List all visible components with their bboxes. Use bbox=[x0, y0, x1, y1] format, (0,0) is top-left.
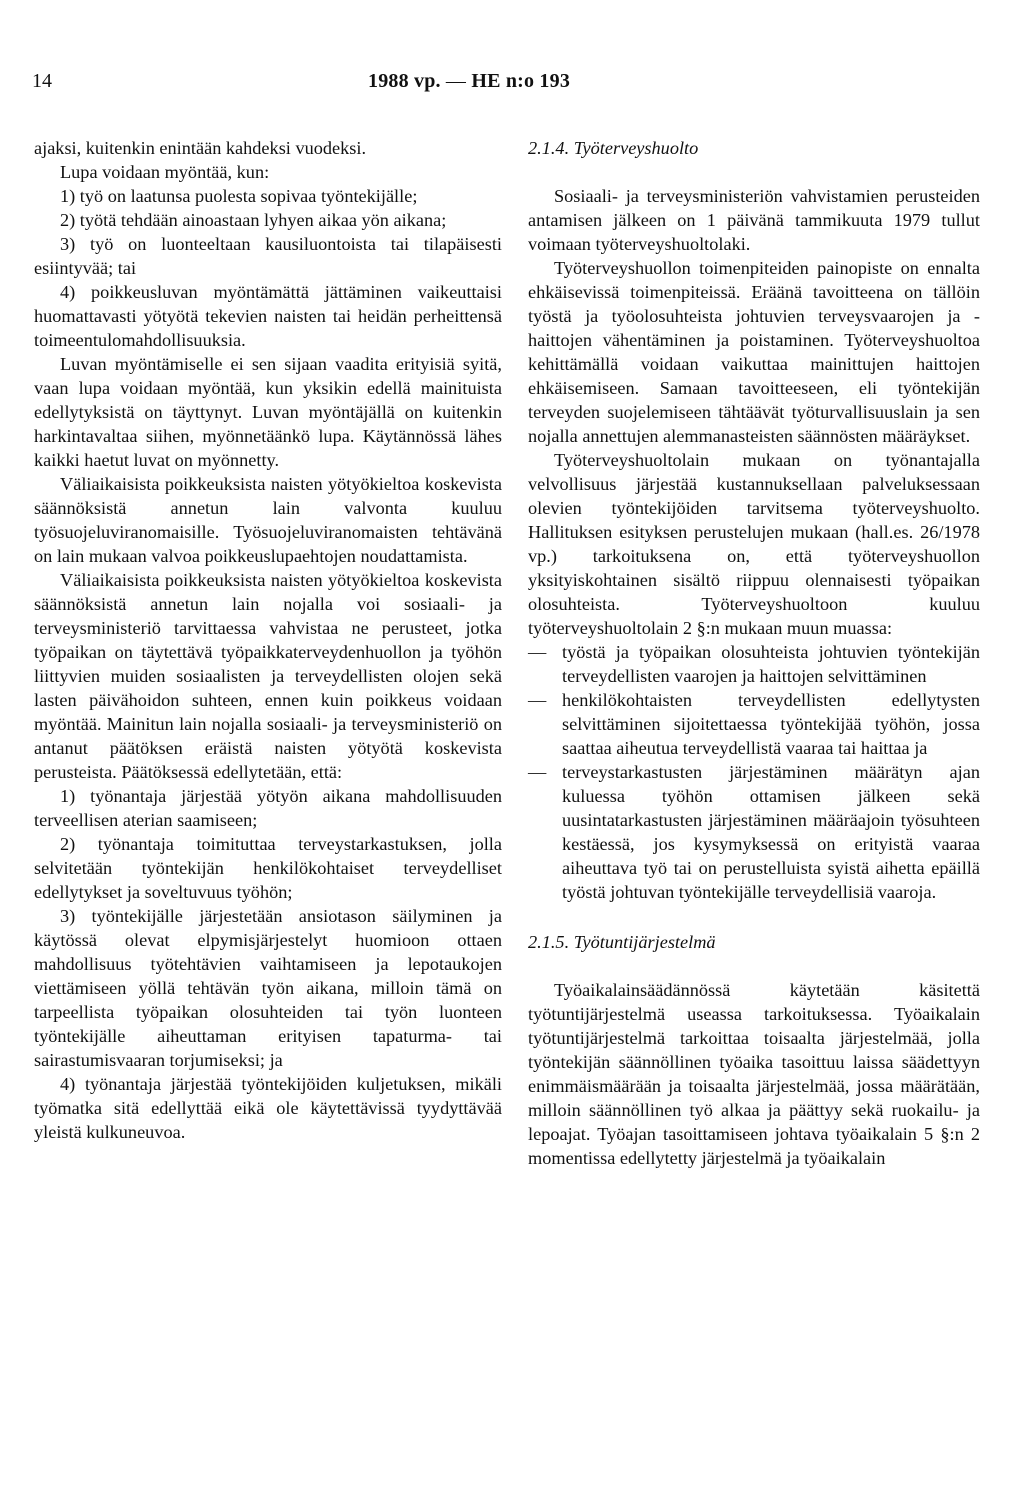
running-head-separator: — bbox=[440, 70, 472, 92]
list-item: — työstä ja työpaikan olosuhteista johtuvien työntekijän terveydellisten vaarojen ja haittojen selvittäminen bbox=[528, 640, 980, 688]
page-number: 14 bbox=[32, 70, 52, 92]
list-item: 4) työnantaja järjestää työntekijöiden kuljetuksen, mikäli työmatka sitä edellyttää eikä ole käytettävissä tyydyttävää yleistä kulkuneuvoa. bbox=[34, 1074, 502, 1142]
list-item: 1) työ on laatunsa puolesta sopivaa työntekijälle; bbox=[60, 186, 418, 206]
paragraph: Työaikalainsäädännössä käytetään käsitettä työtuntijärjestelmä useassa tarkoituksessa. Työaikalain työtuntijärjestelmä tarkoittaa toisaalta järjestelmää, jolla työntekijän säännöllinen työaika tasoittuu laissa säädettyyn enimmäismäärään ja toisaalta järjestelmää, jossa määrätään, milloin säännöllinen työ alkaa ja päättyy sekä ruokailu- ja lepoajat. Työajan tasoittamiseen johtava työaikalain 5 §:n 2 momentissa edellytetty järjestelmä ja työaikalain bbox=[528, 980, 980, 1168]
list-item: 4) poikkeusluvan myöntämättä jättäminen vaikeuttaisi huomattavasti yötyötä tekevien naisten tai heidän perheittensä toimeentulomahdollisuuksia. bbox=[34, 282, 502, 350]
paragraph: Väliaikaisista poikkeuksista naisten yötyökieltoa koskevista säännöksistä annetun lain nojalla voi sosiaali- ja terveysministeriö tarvittaessa vahvistaa ne perusteet, jotka työpaikan on täytettävä työpaikkaterveydenhuollon ja työhön liittyvien muiden sosiaalisten ja terveydellisten olojen sekä lasten päivähoidon suhteen, ennen kuin poikkeus voidaan myöntää. Mainitun lain nojalla sosiaali- ja terveysministeriö on antanut päätöksen eräistä naisten yötyötä koskevista perusteista. Päätöksessä edellytetään, että: bbox=[34, 570, 502, 782]
paragraph: Lupa voidaan myöntää, kun: bbox=[60, 162, 270, 182]
paragraph: Työterveyshuollon toimenpiteiden painopiste on ennalta ehkäisevissä toimenpiteissä. Eräänä tavoitteena on tällöin työstä ja työolosuhteista johtuvien terveysvaarojen ja -haittojen vähentäminen ja poistaminen. Työterveyshuoltoa kehittämällä voidaan vaikuttaa mainittujen haittojen ehkäisemiseen. Samaan tavoitteeseen, eli työntekijän terveyden suojelemiseen tähtäävät työturvallisuuslain ja sen nojalla annettujen alemmanasteisten säännösten määräykset. bbox=[528, 258, 980, 446]
page-header bbox=[0, 70, 1024, 100]
list-item: 2) työtä tehdään ainoastaan lyhyen aikaa yön aikana; bbox=[60, 210, 447, 230]
paragraph: Työterveyshuoltolain mukaan on työnantajalla velvollisuus järjestää kustannuksellaan palveluksessaan olevien työntekijöiden tarvitsema työterveyshuolto. Hallituksen esityksen perustelujen mukaan (hall.es. 26/1978 vp.) tarkoituksena on, että työterveyshuollon yksityiskohtainen sisältö riippuu olennaisesti työpaikan olosuhteista. Työterveyshuoltoon kuuluu työterveyshuoltolain 2 §:n mukaan muun muassa: bbox=[528, 450, 980, 638]
running-head-year: 1988 vp. bbox=[368, 70, 441, 92]
section-heading: 2.1.4. Työterveyshuolto bbox=[528, 138, 699, 158]
list-item: — henkilökohtaisten terveydellisten edellytysten selvittäminen sijoitettaessa työntekijää työhön, jossa saattaa aiheutua terveydellistä vaaraa tai haittaa ja bbox=[528, 688, 980, 760]
running-head bbox=[368, 70, 570, 93]
list-item: 3) työntekijälle järjestetään ansiotason säilyminen ja käytössä olevat elpymisjärjestelyt huomioon ottaen mahdollisuus työtehtävien vaihtamiseen ja lepotaukojen viettämiseen yöllä tehtävän työn aikana, milloin tämä on tarpeellista työpaikan olosuhteiden tai työn luonteen työntekijälle aiheuttaman erityisen tapaturma- tai sairastumisvaaran torjumiseksi; ja bbox=[34, 906, 502, 1070]
paragraph: Luvan myöntämiselle ei sen sijaan vaadita erityisiä syitä, vaan lupa voidaan myöntää, kun yksikin edellä mainituista edellytyksistä on täyttynyt. Luvan myöntäjällä on kuitenkin harkintavaltaa siihen, myönnetäänkö lupa. Käytännössä lähes kaikki haetut luvat on myönnetty. bbox=[34, 354, 502, 470]
list-item: 1) työnantaja järjestää yötyön aikana mahdollisuuden terveellisen aterian saamiseen; bbox=[34, 786, 502, 830]
dash-list bbox=[528, 640, 980, 904]
list-item: 3) työ on luonteeltaan kausiluontoista tai tilapäisesti esiintyvää; tai bbox=[34, 234, 502, 278]
paragraph: ajaksi, kuitenkin enintään kahdeksi vuodeksi. bbox=[34, 138, 367, 158]
list-item: — terveystarkastusten järjestäminen määrätyn ajan kuluessa työhön ottamisen jälkeen sekä uusintatarkastusten järjestäminen määräajoin työsuhteen kestäessä, jos kysymyksessä on erityistä vaaraa aiheuttava työ tai on perustelluista syistä aihetta epäillä työstä johtuvan työntekijälle terveydellisiä vaaroja. bbox=[528, 760, 980, 904]
paragraph: Väliaikaisista poikkeuksista naisten yötyökieltoa koskevista säännöksistä annetun lain valvonta kuuluu työsuojeluviranomaisille. Työsuojeluviranomaisten tehtävänä on lain mukaan valvoa poikkeuslupaehtojen noudattamista. bbox=[34, 474, 502, 566]
left-column bbox=[34, 136, 502, 1144]
running-head-document: HE n:o 193 bbox=[471, 70, 571, 92]
list-item: 2) työnantaja toimituttaa terveystarkastuksen, jolla selvitetään työntekijän henkilökohtaiset terveydelliset edellytykset ja soveltuvuus työhön; bbox=[34, 834, 502, 902]
paragraph: Sosiaali- ja terveysministeriön vahvistamien perusteiden antamisen jälkeen on 1 päivänä tammikuuta 1979 tullut voimaan työterveyshuoltolaki. bbox=[528, 186, 980, 254]
right-column bbox=[528, 136, 980, 1170]
section-heading: 2.1.5. Työtuntijärjestelmä bbox=[528, 932, 716, 952]
